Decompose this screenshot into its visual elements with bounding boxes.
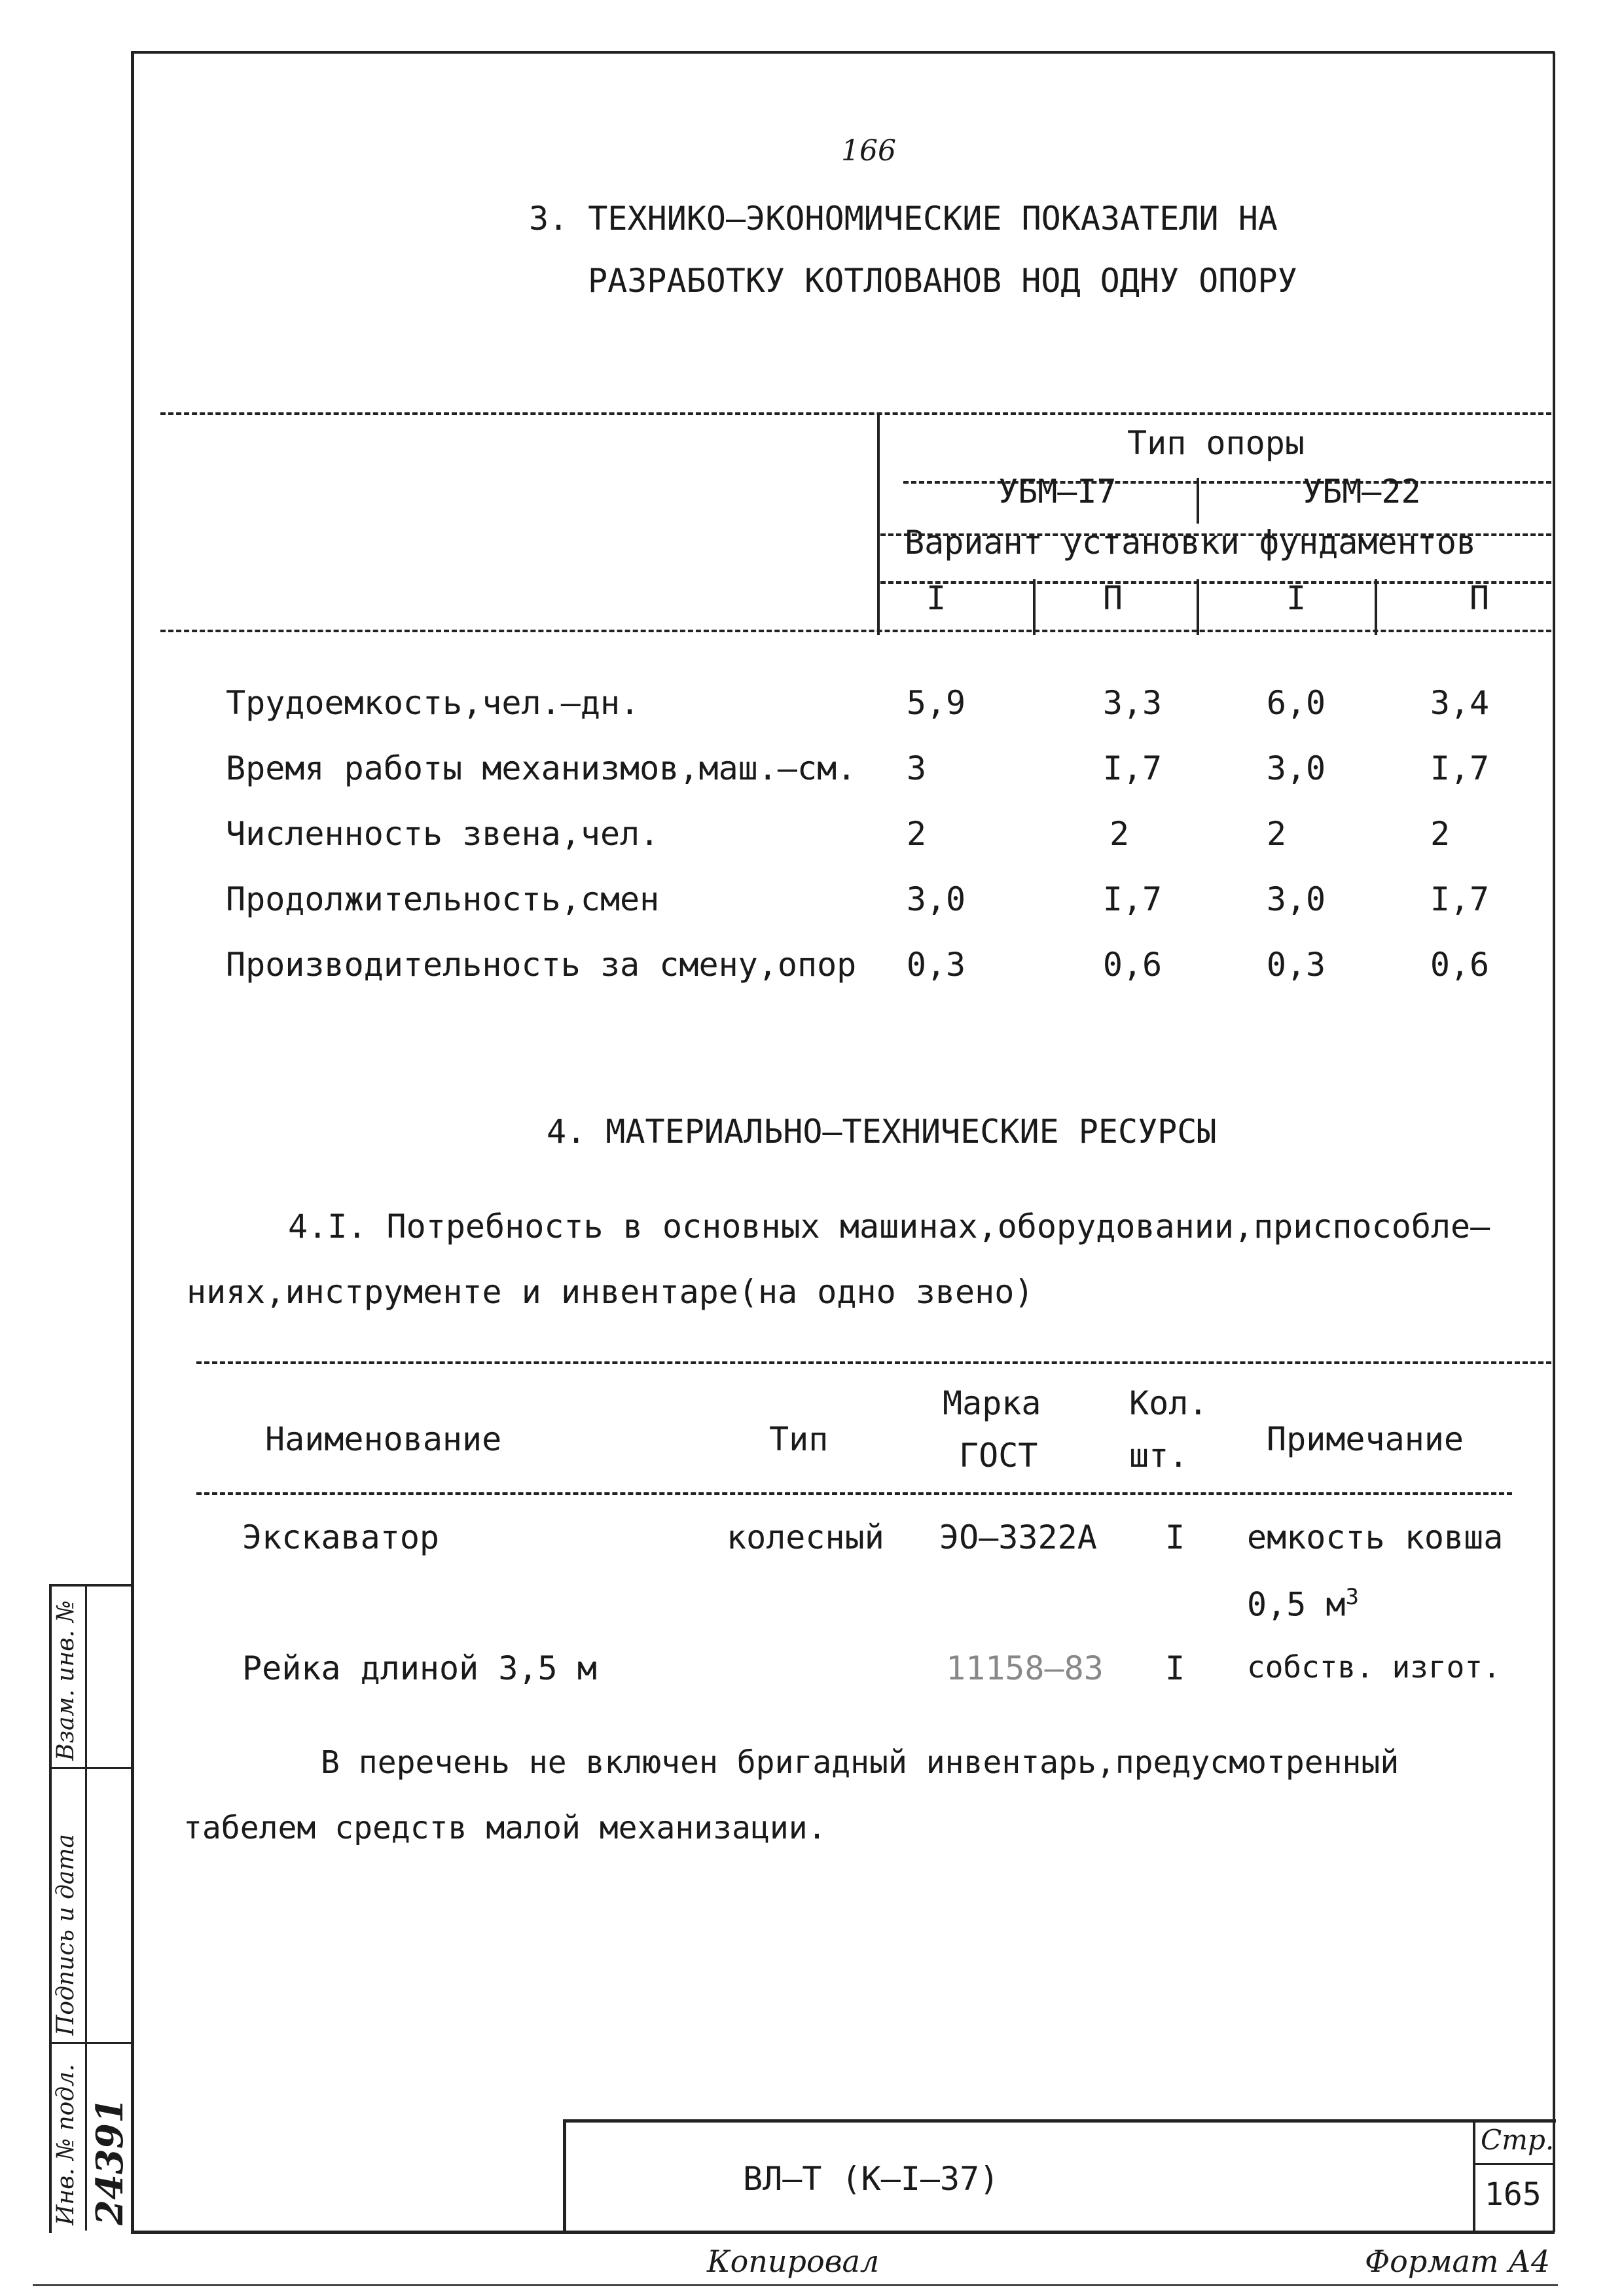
row-value: I,7: [1102, 880, 1163, 918]
stamp-page-number: 165: [1485, 2176, 1542, 2213]
row-value: 0,3: [1266, 946, 1326, 984]
th-name: Наименование: [265, 1420, 502, 1458]
margin-inv-label: Инв. № подл.: [52, 2064, 79, 2225]
row-value: 2: [906, 815, 927, 853]
row-value: 3,3: [1102, 684, 1163, 722]
th-note: Примечание: [1267, 1420, 1464, 1458]
section4-title: 4. МАТЕРИАЛЬНО–ТЕХНИЧЕСКИЕ РЕСУРСЫ: [547, 1113, 1217, 1151]
section3-title-line2: РАЗРАБОТКУ КОТЛОВАНОВ НОД ОДНУ ОПОРУ: [588, 262, 1297, 300]
stamp-box: [563, 2119, 1556, 2234]
item-qty: I: [1165, 1649, 1185, 1687]
item-note-superscript: 3: [1345, 1584, 1359, 1610]
stamp-page-rule: [1473, 2163, 1553, 2165]
th-qty-line2: шт.: [1129, 1437, 1189, 1475]
stamp-page-label: Стр.: [1481, 2124, 1555, 2156]
frame-top-border: [131, 51, 1555, 54]
row-value: I,7: [1430, 749, 1490, 787]
row-value: 3: [906, 749, 927, 787]
row-value: 2: [1109, 815, 1130, 853]
row-value: 0,6: [1430, 946, 1490, 984]
stamp-code: ВЛ–Т (К–I–37): [743, 2160, 1000, 2198]
page-mark: 166: [841, 134, 896, 168]
sub-col-4: П: [1469, 579, 1490, 617]
col-group2: УБМ–22: [1303, 473, 1421, 511]
margin-strip-divider: [85, 1584, 87, 2231]
section4-para-line2: ниях,инструменте и инвентаре(на одно звено): [187, 1273, 1034, 1311]
row-value: 0,6: [1102, 946, 1163, 984]
type-label: Тип опоры: [1127, 424, 1305, 462]
row-value: 3,0: [906, 880, 966, 918]
stamp-divider: [1473, 2119, 1475, 2231]
table3-header-bottom-rule: [160, 630, 1551, 632]
row-label: Продолжительность,смен: [226, 880, 660, 918]
margin-replace-label: Взам. инв. №: [52, 1600, 79, 1761]
row-value: 3,0: [1266, 880, 1326, 918]
row-value: 2: [1430, 815, 1451, 853]
item-mark: ЭО–3322А: [939, 1518, 1097, 1556]
row-value: 0,3: [906, 946, 966, 984]
section4-para-line1: 4.I. Потребность в основных машинах,оборудовании,приспособле–: [288, 1208, 1490, 1246]
table4-header-rule: [196, 1492, 1512, 1495]
sub-divider-3: [1375, 579, 1377, 635]
footer-format: Формат А4: [1365, 2244, 1551, 2279]
footnote-line2: табелем средств малой механизации.: [183, 1810, 827, 1846]
row-value: 3,4: [1430, 684, 1490, 722]
frame-right-border: [1553, 52, 1555, 2232]
row-value: 5,9: [906, 684, 966, 722]
outer-bottom-line: [33, 2284, 1558, 2286]
th-mark-line2: ГОСТ: [959, 1437, 1038, 1475]
row-value: I,7: [1430, 880, 1490, 918]
sub-col-2: П: [1102, 579, 1123, 617]
margin-sign-label: Подпись и дата: [52, 1834, 79, 2036]
sub-divider-1: [1033, 579, 1036, 635]
table4-top-rule: [196, 1361, 1551, 1364]
item-name: Рейка длиной 3,5 м: [242, 1649, 597, 1687]
th-type: Тип: [769, 1420, 829, 1458]
item-type: колесный: [727, 1518, 884, 1556]
margin-inv-value: 24391: [88, 2098, 132, 2225]
item-note: собств. изгот.: [1247, 1649, 1501, 1685]
item-mark: 11158–83: [946, 1649, 1104, 1687]
item-name: Экскаватор: [242, 1518, 440, 1556]
section3-title-line1: 3. ТЕХНИКО–ЭКОНОМИЧЕСКИЕ ПОКАЗАТЕЛИ НА: [529, 200, 1278, 238]
footer-copied: Копировал: [707, 2244, 880, 2279]
margin-rule-2: [49, 2042, 131, 2044]
row-label: Производительность за смену,опор: [226, 946, 857, 984]
col-group1: УБМ–I7: [998, 473, 1117, 511]
item-note: емкость ковша: [1247, 1518, 1504, 1556]
group-divider: [1197, 478, 1199, 524]
row-value: 6,0: [1266, 684, 1326, 722]
th-qty-line1: Кол.: [1129, 1384, 1208, 1422]
row-label: Численность звена,чел.: [226, 815, 660, 853]
item-note-line2: [1247, 1584, 1359, 1624]
margin-rule-1: [49, 1767, 131, 1769]
row-value: I,7: [1102, 749, 1163, 787]
item-note-value: 0,5 м: [1247, 1585, 1346, 1624]
th-mark-line1: Марка: [943, 1384, 1041, 1422]
variant-label: Вариант установки фундаментов: [905, 524, 1476, 562]
row-value: 2: [1266, 815, 1287, 853]
item-qty: I: [1165, 1518, 1185, 1556]
sub-col-1: I: [926, 579, 947, 617]
row-label: Время работы механизмов,маш.–см.: [226, 749, 857, 787]
table3-top-rule: [160, 412, 1551, 415]
row-value: 3,0: [1266, 749, 1326, 787]
sub-divider-2: [1197, 579, 1199, 635]
row-label: Трудоемкость,чел.–дн.: [226, 684, 640, 722]
sub-col-3: I: [1286, 579, 1307, 617]
footnote-line1: В перечень не включен бригадный инвентарь,предусмотренный: [321, 1744, 1399, 1781]
